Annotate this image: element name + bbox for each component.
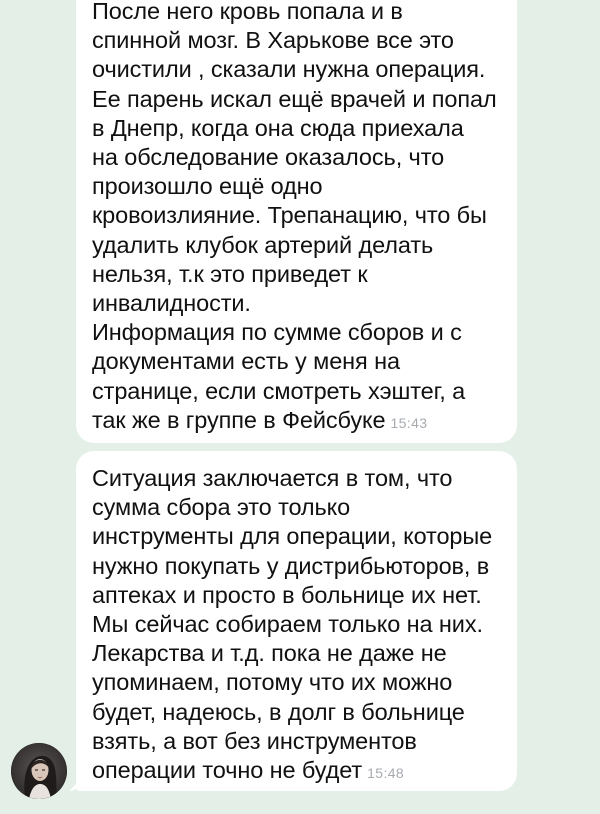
message-bubble[interactable] (76, 451, 517, 791)
message-text: так же в группе в Фейсбуке (92, 406, 386, 433)
message-line: будет, надеюсь, в долг в больнице (92, 698, 465, 725)
message-line: спинной мозг. В Харькове все это (92, 27, 454, 54)
message-line: кровоизлияние. Трепанацию, что бы (92, 202, 487, 229)
message-line: Информация по сумме сборов и с (92, 319, 462, 346)
message-line: Лекарства и т.д. пока не даже не (92, 640, 447, 667)
message-text: операции точно не будет (92, 757, 363, 784)
message-line: странице, если смотреть хэштег, а (92, 377, 466, 404)
message-line: инструменты для операции, которые (92, 523, 493, 550)
message-line: взять, а вот без инструментов (92, 727, 417, 754)
message-line-last (92, 756, 503, 788)
message-line: аптеках и просто в больнице их нет. (92, 581, 482, 608)
user-avatar-photo-icon (11, 743, 67, 799)
message-line-last (92, 406, 503, 438)
message-timestamp: 15:48 (367, 765, 405, 782)
message-line: упоминаем, потому что их можно (92, 669, 453, 696)
message-line: Ситуация заключается в том, что (92, 465, 453, 491)
message-line: Ее парень искал ещё врачей и попал (92, 85, 497, 112)
message-line: в Днепр, когда она сюда приехала (92, 114, 464, 141)
message-line: документами есть у меня на (92, 348, 400, 375)
message-line: инвалидности. (92, 290, 251, 317)
message-line: очистили , сказали нужна операция. (92, 56, 486, 83)
message-line: сумма сбора это только (92, 494, 351, 521)
message-line: нужно покупать у дистрибьюторов, в (92, 552, 490, 579)
message-line: удалить клубок артерий делать (92, 231, 434, 258)
message-timestamp: 15:43 (390, 414, 428, 431)
sender-avatar[interactable] (11, 743, 67, 799)
message-line: нельзя, т.к это приведет к (92, 260, 368, 287)
message-line: Мы сейчас собираем только на них. (92, 611, 483, 638)
message-line: произошло ещё одно (92, 173, 323, 200)
message-bubble[interactable] (76, 0, 517, 443)
message-line: на обследование оказалось, что (92, 144, 445, 171)
message-line: После него кровь попала и в (92, 0, 403, 24)
